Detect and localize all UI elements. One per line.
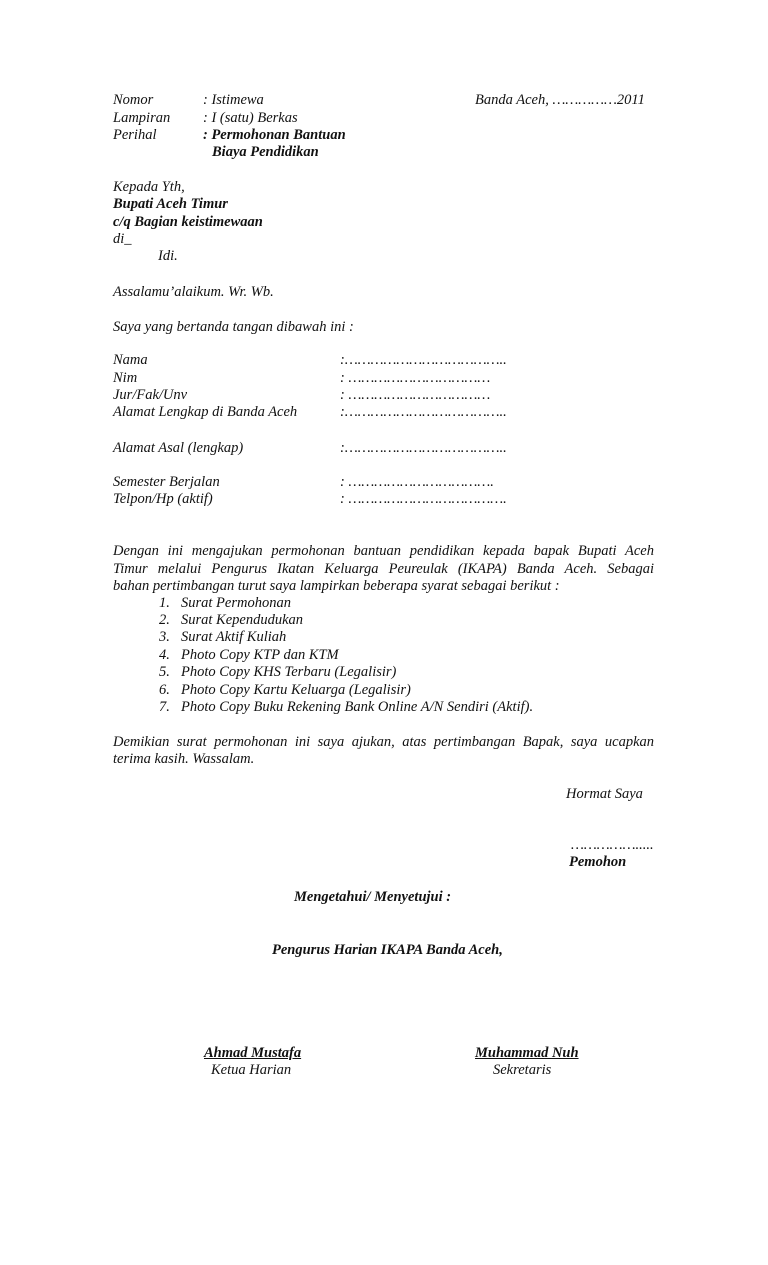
approval-title: Mengetahui/ Menyetujui :: [294, 889, 452, 905]
approval-organization: Pengurus Harian IKAPA Banda Aceh,: [272, 942, 503, 958]
field-value-alamat-asal: :………………………………..: [340, 440, 507, 456]
requirement-text: Photo Copy Kartu Keluarga (Legalisir): [181, 682, 411, 698]
signer-2-name: Muhammad Nuh: [475, 1045, 579, 1061]
field-label-nama: Nama: [113, 352, 148, 368]
lampiran-label: Lampiran: [113, 110, 171, 126]
requirement-text: Surat Permohonan: [181, 595, 291, 611]
field-value-alamat-banda-aceh: :………………………………..: [340, 404, 507, 420]
field-label-telpon: Telpon/Hp (aktif): [113, 491, 213, 507]
recipient-line-3: c/q Bagian keistimewaan: [113, 214, 263, 230]
perihal-value-2: Biaya Pendidikan: [212, 144, 319, 160]
greeting: Assalamu’alaikum. Wr. Wb.: [113, 284, 274, 300]
recipient-line-2: Bupati Aceh Timur: [113, 196, 228, 212]
signer-2-role: Sekretaris: [493, 1062, 552, 1078]
requirement-number: 3.: [159, 629, 170, 645]
recipient-line-4: di_: [113, 231, 132, 247]
signature-role: Pemohon: [569, 854, 627, 870]
intro-text: Saya yang bertanda tangan dibawah ini :: [113, 319, 354, 335]
field-value-nim: : ……………………………: [340, 370, 491, 386]
requirement-text: Surat Aktif Kuliah: [181, 629, 287, 645]
signer-1-name: Ahmad Mustafa: [204, 1045, 302, 1061]
signer-1-role: Ketua Harian: [211, 1062, 292, 1078]
field-label-alamat-banda-aceh: Alamat Lengkap di Banda Aceh: [113, 404, 298, 420]
body-paragraph-1-line-2: Timur melalui Pengurus Ikatan Keluarga Peureulak (IKAPA) Banda Aceh. Sebagai: [113, 561, 654, 577]
field-label-jurusan: Jur/Fak/Unv: [113, 387, 188, 403]
recipient-line-1: Kepada Yth,: [113, 179, 185, 195]
body-paragraph-2-line-2: terima kasih. Wassalam.: [113, 751, 255, 767]
field-value-jurusan: : ……………………………: [340, 387, 491, 403]
field-label-alamat-asal: Alamat Asal (lengkap): [113, 440, 244, 456]
field-value-nama: :………………………………..: [340, 352, 507, 368]
requirement-number: 6.: [159, 682, 170, 698]
body-paragraph-1-line-3: bahan pertimbangan turut saya lampirkan beberapa syarat sebagai berikut :: [113, 578, 560, 594]
requirement-number: 1.: [159, 595, 170, 611]
field-label-nim: Nim: [113, 370, 138, 386]
requirement-number: 5.: [159, 664, 170, 680]
body-paragraph-2-line-1: Demikian surat permohonan ini saya ajukan, atas pertimbangan Bapak, saya ucapkan: [113, 734, 654, 750]
lampiran-value: : I (satu) Berkas: [203, 110, 298, 126]
field-value-telpon: : ……………………………….: [340, 491, 507, 507]
closing-text: Hormat Saya: [566, 786, 643, 802]
field-value-semester: : …………………………….: [340, 474, 494, 490]
requirement-number: 7.: [159, 699, 170, 715]
requirement-number: 2.: [159, 612, 170, 628]
nomor-value: : Istimewa: [203, 92, 264, 108]
recipient-line-5: Idi.: [158, 248, 178, 264]
requirement-text: Photo Copy KTP dan KTM: [181, 647, 339, 663]
place-date: Banda Aceh, ……………2011: [475, 92, 645, 108]
perihal-label: Perihal: [113, 127, 157, 143]
nomor-label: Nomor: [113, 92, 154, 108]
requirement-text: Photo Copy Buku Rekening Bank Online A/N Sendiri (Aktif).: [181, 699, 534, 715]
requirement-number: 4.: [159, 647, 170, 663]
requirement-text: Surat Kependudukan: [181, 612, 304, 628]
perihal-value-1: : Permohonan Bantuan: [203, 127, 346, 143]
field-label-semester: Semester Berjalan: [113, 474, 220, 490]
requirement-text: Photo Copy KHS Terbaru (Legalisir): [181, 664, 397, 680]
signature-name-blank: …………….....: [571, 837, 654, 853]
body-paragraph-1-line-1: Dengan ini mengajukan permohonan bantuan pendidikan kepada bapak Bupati Aceh: [113, 543, 654, 559]
